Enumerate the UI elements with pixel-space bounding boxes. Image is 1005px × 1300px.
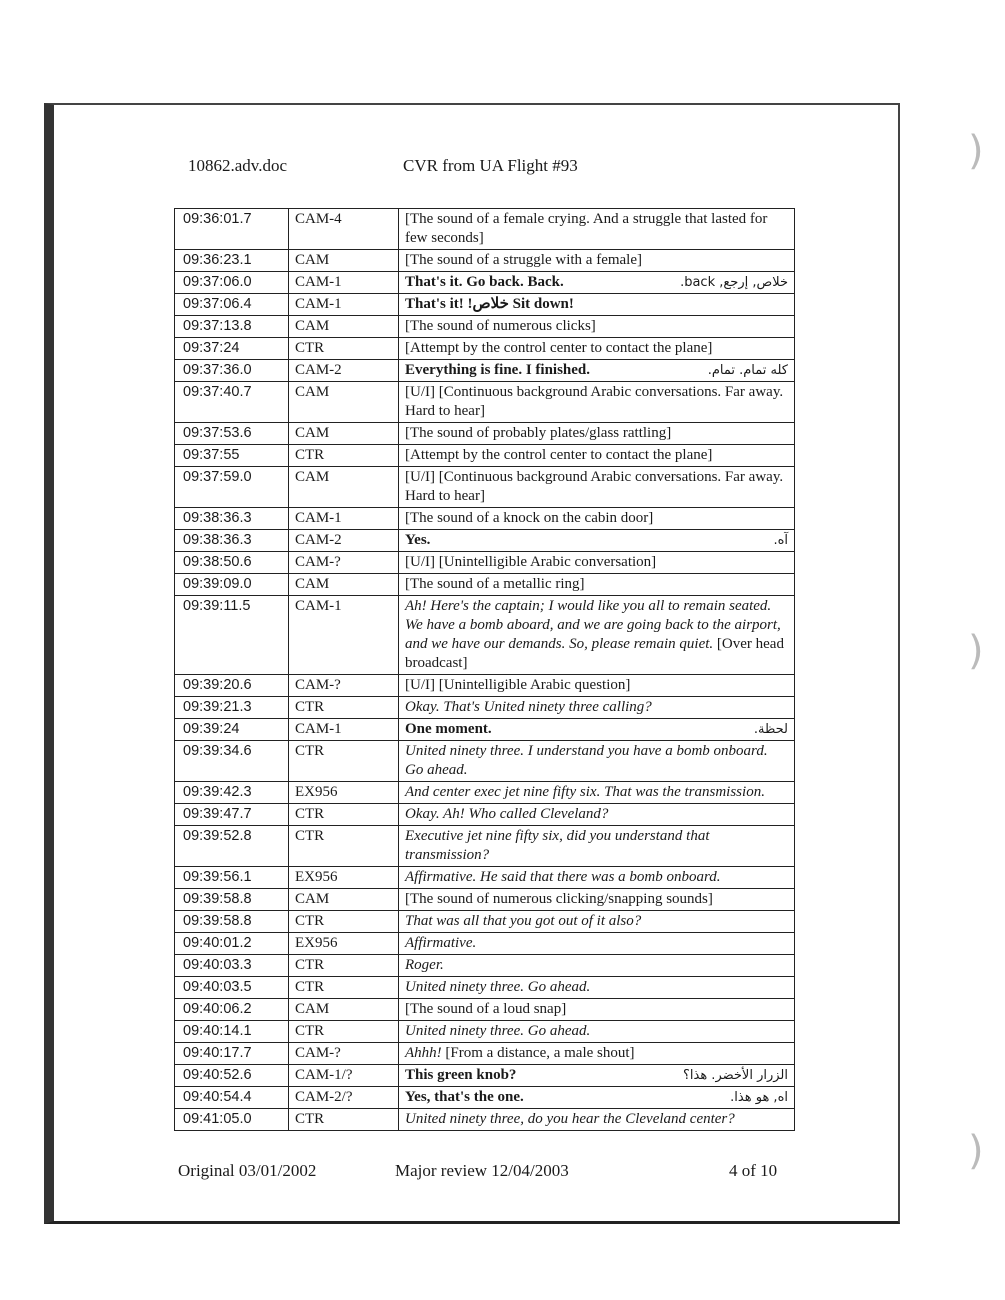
transcript-text-cell xyxy=(399,955,795,977)
transcript-row xyxy=(175,867,795,889)
source-cell: CAM-1/? xyxy=(289,1065,399,1087)
transcript-row xyxy=(175,508,795,530)
timestamp-cell: 09:37:40.7 xyxy=(175,382,289,423)
transcript-text: [U/I] [Unintelligible Arabic question] xyxy=(405,677,631,693)
transcript-text-cell xyxy=(399,1065,795,1087)
transcript-note: [Over head broadcast] xyxy=(405,636,784,671)
transcript-row xyxy=(175,272,795,294)
transcript-text: This green knob? xyxy=(405,1067,517,1083)
transcript-text-cell xyxy=(399,1043,795,1065)
transcript-row xyxy=(175,933,795,955)
transcript-text: United ninety three. Go ahead. xyxy=(405,979,591,995)
transcript-row xyxy=(175,741,795,782)
transcript-row xyxy=(175,596,795,675)
transcript-row xyxy=(175,382,795,423)
source-cell: CAM-2 xyxy=(289,360,399,382)
timestamp-cell: 09:39:24 xyxy=(175,719,289,741)
source-cell: CAM-1 xyxy=(289,272,399,294)
header-filename: 10862.adv.doc xyxy=(188,156,287,175)
transcript-text: That was all that you got out of it also? xyxy=(405,913,642,929)
transcript-row xyxy=(175,697,795,719)
timestamp-cell: 09:40:14.1 xyxy=(175,1021,289,1043)
timestamp-cell: 09:36:23.1 xyxy=(175,250,289,272)
transcript-text-cell xyxy=(399,508,795,530)
transcript-text-cell xyxy=(399,697,795,719)
transcript-row xyxy=(175,250,795,272)
transcript-text-cell xyxy=(399,294,795,316)
transcript-text-cell xyxy=(399,1109,795,1131)
cvr-transcript-body xyxy=(175,209,795,1131)
arabic-text: كله تمام. تمام. xyxy=(707,363,788,378)
source-cell: CAM-4 xyxy=(289,209,399,250)
transcript-row xyxy=(175,719,795,741)
timestamp-cell: 09:39:11.5 xyxy=(175,596,289,675)
timestamp-cell: 09:39:42.3 xyxy=(175,782,289,804)
transcript-text: [The sound of numerous clicks] xyxy=(405,318,596,334)
transcript-row xyxy=(175,826,795,867)
header-title: CVR from UA Flight #93 xyxy=(403,156,578,175)
source-cell: CAM-1 xyxy=(289,508,399,530)
timestamp-cell: 09:39:58.8 xyxy=(175,889,289,911)
source-cell: CAM xyxy=(289,889,399,911)
source-cell: EX956 xyxy=(289,867,399,889)
source-cell: CAM-1 xyxy=(289,294,399,316)
source-cell: CAM-2/? xyxy=(289,1087,399,1109)
transcript-text-cell xyxy=(399,826,795,867)
transcript-text: [The sound of a loud snap] xyxy=(405,1001,567,1017)
transcript-text-cell xyxy=(399,530,795,552)
arabic-text: خلاص, إرجع, back. xyxy=(680,275,788,290)
timestamp-cell: 09:38:36.3 xyxy=(175,530,289,552)
transcript-text-cell xyxy=(399,338,795,360)
transcript-text-cell xyxy=(399,423,795,445)
timestamp-cell: 09:41:05.0 xyxy=(175,1109,289,1131)
source-cell: CTR xyxy=(289,1109,399,1131)
source-cell: CAM xyxy=(289,423,399,445)
transcript-text-cell xyxy=(399,889,795,911)
transcript-row xyxy=(175,955,795,977)
transcript-text-cell xyxy=(399,999,795,1021)
transcript-text-cell xyxy=(399,741,795,782)
source-cell: CTR xyxy=(289,911,399,933)
timestamp-cell: 09:37:06.0 xyxy=(175,272,289,294)
transcript-text: [The sound of a metallic ring] xyxy=(405,576,585,592)
source-cell: CTR xyxy=(289,826,399,867)
transcript-text: That's it. Go back. Back. xyxy=(405,274,564,290)
transcript-text: [The sound of a struggle with a female] xyxy=(405,252,643,268)
timestamp-cell: 09:40:17.7 xyxy=(175,1043,289,1065)
timestamp-cell: 09:39:56.1 xyxy=(175,867,289,889)
source-cell: CAM-2 xyxy=(289,530,399,552)
transcript-text-cell xyxy=(399,719,795,741)
transcript-text: Everything is fine. I finished. xyxy=(405,362,591,378)
transcript-row xyxy=(175,423,795,445)
transcript-text-cell xyxy=(399,250,795,272)
transcript-row xyxy=(175,552,795,574)
transcript-text: One moment. xyxy=(405,721,492,737)
transcript-text-cell xyxy=(399,360,795,382)
timestamp-cell: 09:37:13.8 xyxy=(175,316,289,338)
transcript-text: That's it! !خلاص Sit down! xyxy=(405,296,574,312)
source-cell: CAM xyxy=(289,467,399,508)
timestamp-cell: 09:39:34.6 xyxy=(175,741,289,782)
transcript-text: [U/I] [Continuous background Arabic conversations. Far away. Hard to hear] xyxy=(405,384,784,419)
footer-review-date: Major review 12/04/2003 xyxy=(395,1161,569,1180)
timestamp-cell: 09:39:09.0 xyxy=(175,574,289,596)
transcript-row xyxy=(175,294,795,316)
transcript-text-cell xyxy=(399,445,795,467)
transcript-row xyxy=(175,675,795,697)
source-cell: CAM xyxy=(289,316,399,338)
transcript-text-cell xyxy=(399,1021,795,1043)
transcript-text-cell xyxy=(399,467,795,508)
source-cell: CTR xyxy=(289,741,399,782)
scan-edge-mark: ) xyxy=(968,1128,984,1174)
transcript-text: Affirmative. xyxy=(405,935,477,951)
transcript-text: Yes, that's the one. xyxy=(405,1089,524,1105)
transcript-row xyxy=(175,977,795,999)
scan-edge-mark: ) xyxy=(968,128,984,174)
transcript-row xyxy=(175,804,795,826)
transcript-text: Okay. That's United ninety three calling? xyxy=(405,699,652,715)
arabic-text: اه, هو هذا. xyxy=(730,1090,788,1105)
transcript-row xyxy=(175,574,795,596)
arabic-text: آه. xyxy=(773,533,788,548)
source-cell: CAM xyxy=(289,250,399,272)
transcript-row xyxy=(175,999,795,1021)
transcript-text-cell xyxy=(399,552,795,574)
timestamp-cell: 09:39:52.8 xyxy=(175,826,289,867)
source-cell: CTR xyxy=(289,338,399,360)
transcript-text-cell xyxy=(399,911,795,933)
footer-original-date: Original 03/01/2002 xyxy=(178,1161,317,1180)
transcript-text: And center exec jet nine fifty six. That was the transmission. xyxy=(405,784,765,800)
transcript-row xyxy=(175,1109,795,1131)
timestamp-cell: 09:40:03.5 xyxy=(175,977,289,999)
arabic-text: الزرار الأخضر. هذا؟ xyxy=(682,1068,788,1083)
timestamp-cell: 09:37:06.4 xyxy=(175,294,289,316)
arabic-text: لحظة. xyxy=(753,722,788,737)
transcript-text: United ninety three. Go ahead. xyxy=(405,1023,591,1039)
transcript-row xyxy=(175,1087,795,1109)
transcript-row xyxy=(175,1065,795,1087)
transcript-row xyxy=(175,782,795,804)
transcript-text: Yes. xyxy=(405,532,431,548)
transcript-text-cell xyxy=(399,867,795,889)
source-cell: CAM-1 xyxy=(289,719,399,741)
transcript-text: United ninety three, do you hear the Cleveland center? xyxy=(405,1111,735,1127)
timestamp-cell: 09:37:36.0 xyxy=(175,360,289,382)
transcript-text-cell xyxy=(399,209,795,250)
transcript-text: United ninety three. I understand you have a bomb onboard. Go ahead. xyxy=(405,743,768,778)
source-cell: CAM-? xyxy=(289,675,399,697)
transcript-text-cell xyxy=(399,782,795,804)
source-cell: CTR xyxy=(289,955,399,977)
timestamp-cell: 09:37:55 xyxy=(175,445,289,467)
source-cell: CTR xyxy=(289,1021,399,1043)
transcript-text: [The sound of a knock on the cabin door] xyxy=(405,510,654,526)
transcript-text: [Attempt by the control center to contact the plane] xyxy=(405,340,713,356)
transcript-text: [The sound of probably plates/glass rattling] xyxy=(405,425,672,441)
transcript-text: [The sound of numerous clicking/snapping sounds] xyxy=(405,891,713,907)
transcript-row xyxy=(175,1021,795,1043)
cvr-transcript-table xyxy=(174,208,795,1131)
transcript-row xyxy=(175,530,795,552)
source-cell: EX956 xyxy=(289,782,399,804)
transcript-text: [The sound of a female crying. And a struggle that lasted for few seconds] xyxy=(405,211,768,246)
transcript-row xyxy=(175,1043,795,1065)
timestamp-cell: 09:40:52.6 xyxy=(175,1065,289,1087)
source-cell: EX956 xyxy=(289,933,399,955)
transcript-text-cell xyxy=(399,675,795,697)
source-cell: CAM xyxy=(289,382,399,423)
timestamp-cell: 09:39:47.7 xyxy=(175,804,289,826)
timestamp-cell: 09:40:06.2 xyxy=(175,999,289,1021)
transcript-text: [U/I] [Unintelligible Arabic conversation] xyxy=(405,554,657,570)
transcript-text-cell xyxy=(399,272,795,294)
timestamp-cell: 09:36:01.7 xyxy=(175,209,289,250)
timestamp-cell: 09:38:50.6 xyxy=(175,552,289,574)
source-cell: CAM xyxy=(289,999,399,1021)
transcript-text-cell xyxy=(399,804,795,826)
source-cell: CAM-? xyxy=(289,1043,399,1065)
timestamp-cell: 09:37:53.6 xyxy=(175,423,289,445)
timestamp-cell: 09:37:59.0 xyxy=(175,467,289,508)
source-cell: CTR xyxy=(289,977,399,999)
transcript-text: Ahhh! xyxy=(405,1045,442,1061)
source-cell: CAM-1 xyxy=(289,596,399,675)
transcript-text: Ah! Here's the captain; I would like you all to remain seated. We have a bomb aboard, and we are going back to the airport, and we have our demands. So, please remain quiet. xyxy=(405,598,781,652)
transcript-row xyxy=(175,338,795,360)
transcript-text-cell xyxy=(399,574,795,596)
transcript-text-cell xyxy=(399,1087,795,1109)
transcript-row xyxy=(175,209,795,250)
transcript-text: [Attempt by the control center to contact the plane] xyxy=(405,447,713,463)
timestamp-cell: 09:38:36.3 xyxy=(175,508,289,530)
transcript-row xyxy=(175,445,795,467)
transcript-row xyxy=(175,889,795,911)
source-cell: CTR xyxy=(289,445,399,467)
transcript-note: [From a distance, a male shout] xyxy=(441,1045,635,1061)
transcript-text: Affirmative. He said that there was a bomb onboard. xyxy=(405,869,721,885)
transcript-text-cell xyxy=(399,316,795,338)
transcript-row xyxy=(175,316,795,338)
transcript-text-cell xyxy=(399,382,795,423)
transcript-text: Roger. xyxy=(405,957,444,973)
timestamp-cell: 09:40:03.3 xyxy=(175,955,289,977)
transcript-row xyxy=(175,360,795,382)
source-cell: CTR xyxy=(289,804,399,826)
timestamp-cell: 09:39:58.8 xyxy=(175,911,289,933)
scan-edge-mark: ) xyxy=(968,628,984,674)
footer-page-number: 4 of 10 xyxy=(729,1161,778,1180)
source-cell: CTR xyxy=(289,697,399,719)
source-cell: CAM-? xyxy=(289,552,399,574)
transcript-text: [U/I] [Continuous background Arabic conversations. Far away. Hard to hear] xyxy=(405,469,784,504)
transcript-row xyxy=(175,467,795,508)
timestamp-cell: 09:40:01.2 xyxy=(175,933,289,955)
timestamp-cell: 09:39:20.6 xyxy=(175,675,289,697)
transcript-row xyxy=(175,911,795,933)
transcript-text: Okay. Ah! Who called Cleveland? xyxy=(405,806,609,822)
transcript-text-cell xyxy=(399,933,795,955)
timestamp-cell: 09:39:21.3 xyxy=(175,697,289,719)
transcript-text: Executive jet nine fifty six, did you understand that transmission? xyxy=(405,828,710,863)
timestamp-cell: 09:40:54.4 xyxy=(175,1087,289,1109)
source-cell: CAM xyxy=(289,574,399,596)
timestamp-cell: 09:37:24 xyxy=(175,338,289,360)
transcript-text-cell xyxy=(399,596,795,675)
transcript-text-cell xyxy=(399,977,795,999)
